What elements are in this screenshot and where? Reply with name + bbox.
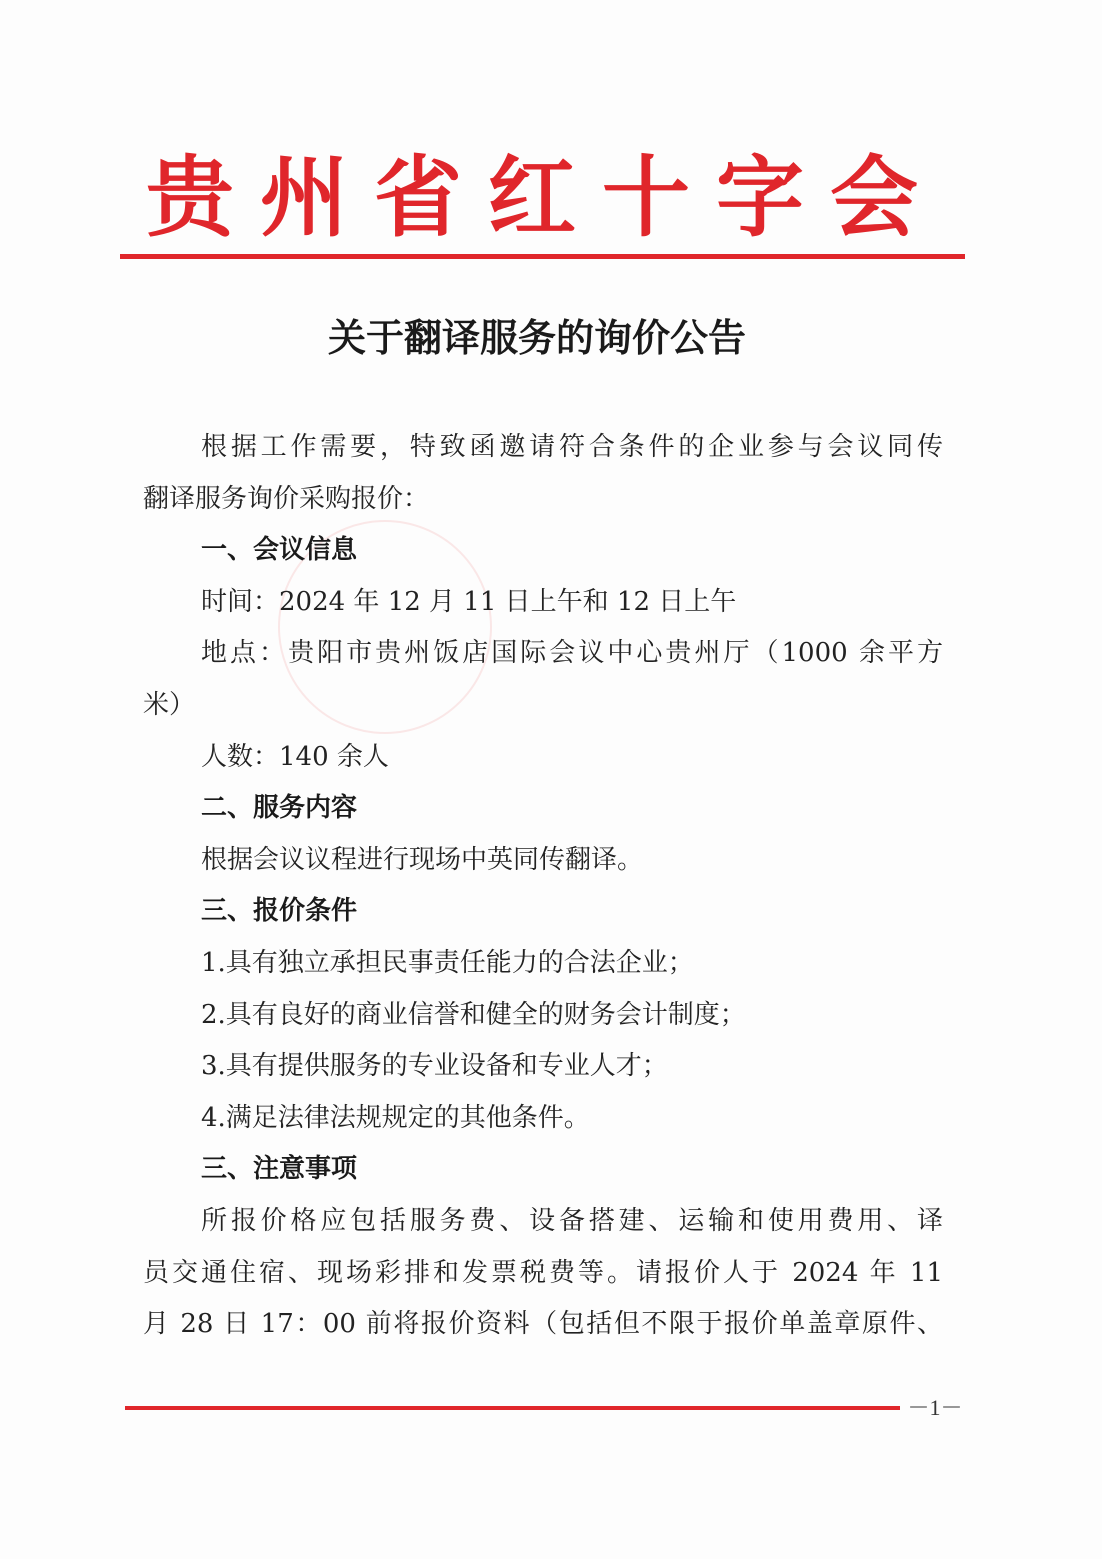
- section-heading-meeting-info: 一、会议信息: [201, 535, 358, 566]
- red-divider-bottom: [125, 1406, 970, 1410]
- section-heading-service: 二、服务内容: [201, 793, 358, 824]
- page-number: －1－: [900, 1396, 970, 1420]
- organization-header: 贵州省红十字会: [145, 145, 944, 249]
- document-body: [143, 422, 943, 1351]
- paragraph-line: 根据工作需要，特致函邀请符合条件的企业参与会议同传: [201, 432, 943, 462]
- condition-item: 2.具有良好的商业信誉和健全的财务会计制度；: [201, 999, 746, 1030]
- red-divider-top: [120, 254, 965, 259]
- condition-item: 4.满足法律法规规定的其他条件。: [201, 1102, 590, 1133]
- meeting-time: 时间：2024 年 12 月 11 日上午和 12 日上午: [201, 586, 737, 617]
- meeting-location-cont: 米）: [143, 689, 196, 720]
- section-heading-conditions: 三、报价条件: [201, 896, 358, 927]
- document-title: 关于翻译服务的询价公告: [327, 316, 746, 360]
- section-heading-notes: 三、注意事项: [201, 1154, 358, 1185]
- condition-item: 3.具有提供服务的专业设备和专业人才；: [201, 1051, 668, 1082]
- notes-line: 月 28 日 17：00 前将报价资料（包括但不限于报价单盖章原件、: [143, 1309, 943, 1340]
- service-description: 根据会议议程进行现场中英同传翻译。: [201, 844, 644, 875]
- notes-line: 所报价格应包括服务费、设备搭建、运输和使用费用、译: [201, 1205, 943, 1236]
- meeting-location: 地点：贵阳市贵州饭店国际会议中心贵州厅（1000 余平方: [201, 638, 943, 669]
- condition-item: 1.具有独立承担民事责任能力的合法企业；: [201, 947, 694, 978]
- notes-line: 员交通住宿、现场彩排和发票税费等。请报价人于 2024 年 11: [143, 1257, 943, 1288]
- paragraph-line: 翻译服务询价采购报价：: [143, 483, 430, 514]
- meeting-attendance: 人数：140 余人: [201, 741, 389, 772]
